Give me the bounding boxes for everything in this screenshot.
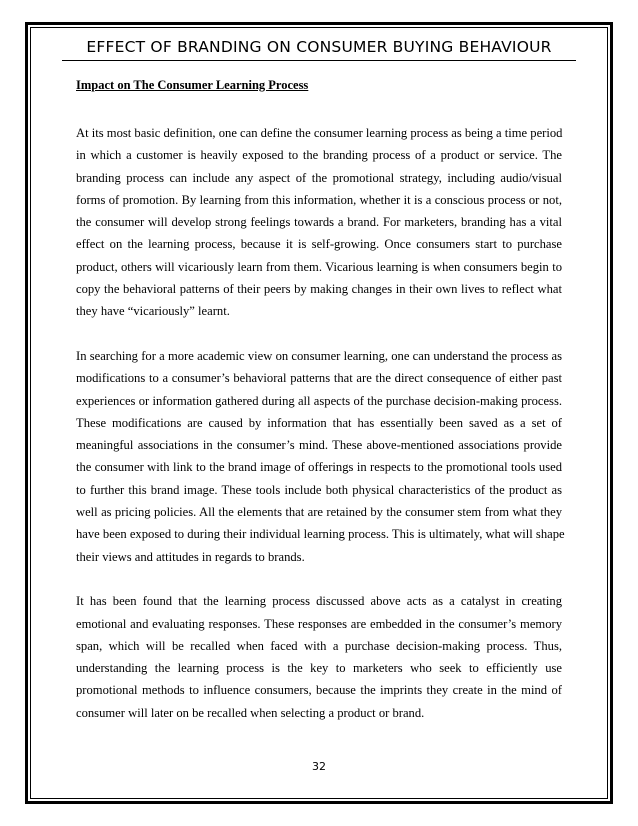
text-line: At its most basic definition, one can define the consumer learning process as being a time period	[76, 126, 563, 140]
section-heading: Impact on The Consumer Learning Process	[76, 78, 309, 92]
text-line: in which a customer is heavily exposed to the branding process of a product or service. The	[76, 148, 562, 163]
text-line: they have “vicariously” learnt.	[76, 304, 230, 319]
text-line: copy the behavioral patterns of their peers by making changes in their own lives to reflect what	[76, 282, 562, 297]
paragraph-1	[76, 122, 562, 323]
text-line: effect on the learning process, because it is self-growing. Once consumers start to purchase	[76, 237, 562, 252]
text-line: to further this brand image. These tools include both physical characteristics of the product as	[76, 482, 562, 497]
text-line: promotional methods to influence consumers, because the imprints they create in the mind of	[76, 683, 562, 698]
body-text	[76, 122, 565, 746]
text-line: understanding the learning process is the key to marketers who seek to efficiently use	[76, 661, 562, 676]
header-divider	[62, 60, 576, 61]
text-line: their views and attitudes in regards to brands.	[76, 549, 305, 564]
text-line: meaningful associations in the consumer’s mind. These above-mentioned associations provide	[76, 438, 562, 453]
paragraph-2	[76, 345, 565, 568]
text-line: span, which will be recalled when faced with a purchase decision-making process. Thus,	[76, 638, 562, 653]
text-line: modifications to a consumer’s behavioral patterns that are the direct consequence of either past	[76, 371, 562, 386]
text-line: the consumer will develop strong feelings towards a brand. For marketers, branding has a vital	[76, 215, 562, 230]
text-line: product, others will vicariously learn from them. Vicarious learning is when consumers begin to	[76, 259, 562, 274]
text-line: These modifications are caused by information that has essentially been saved as a set of	[76, 415, 562, 430]
text-line: consumer will later on be recalled when selecting a product or brand.	[76, 705, 425, 720]
page-number: 32	[312, 760, 326, 773]
text-line: well as pricing policies. All the elements that are retained by the consumer stem from what they	[76, 505, 562, 520]
text-line: the consumer with link to the brand image of offerings in respects to the promotional tools used	[76, 460, 562, 475]
page-header-title: EFFECT OF BRANDING ON CONSUMER BUYING BEHAVIOUR	[86, 38, 552, 56]
text-line: branding process can include any aspect of the promotional strategy, including audio/visual	[76, 170, 562, 185]
text-line: experiences or information gathered during all aspects of the purchase decision-making process.	[76, 393, 562, 408]
text-line: emotional and evaluating responses. These responses are embedded in the consumer’s memory	[76, 616, 562, 631]
text-line: forms of promotion. By learning from this information, whether it is a conscious process or not,	[76, 192, 562, 207]
text-line: It has been found that the learning process discussed above acts as a catalyst in creating	[76, 594, 562, 609]
paragraph-3	[76, 590, 562, 724]
text-line: In searching for a more academic view on consumer learning, one can understand the process as	[76, 348, 562, 363]
text-line: have been exposed to during their individual learning process. This is ultimately, what will shape	[76, 527, 565, 542]
